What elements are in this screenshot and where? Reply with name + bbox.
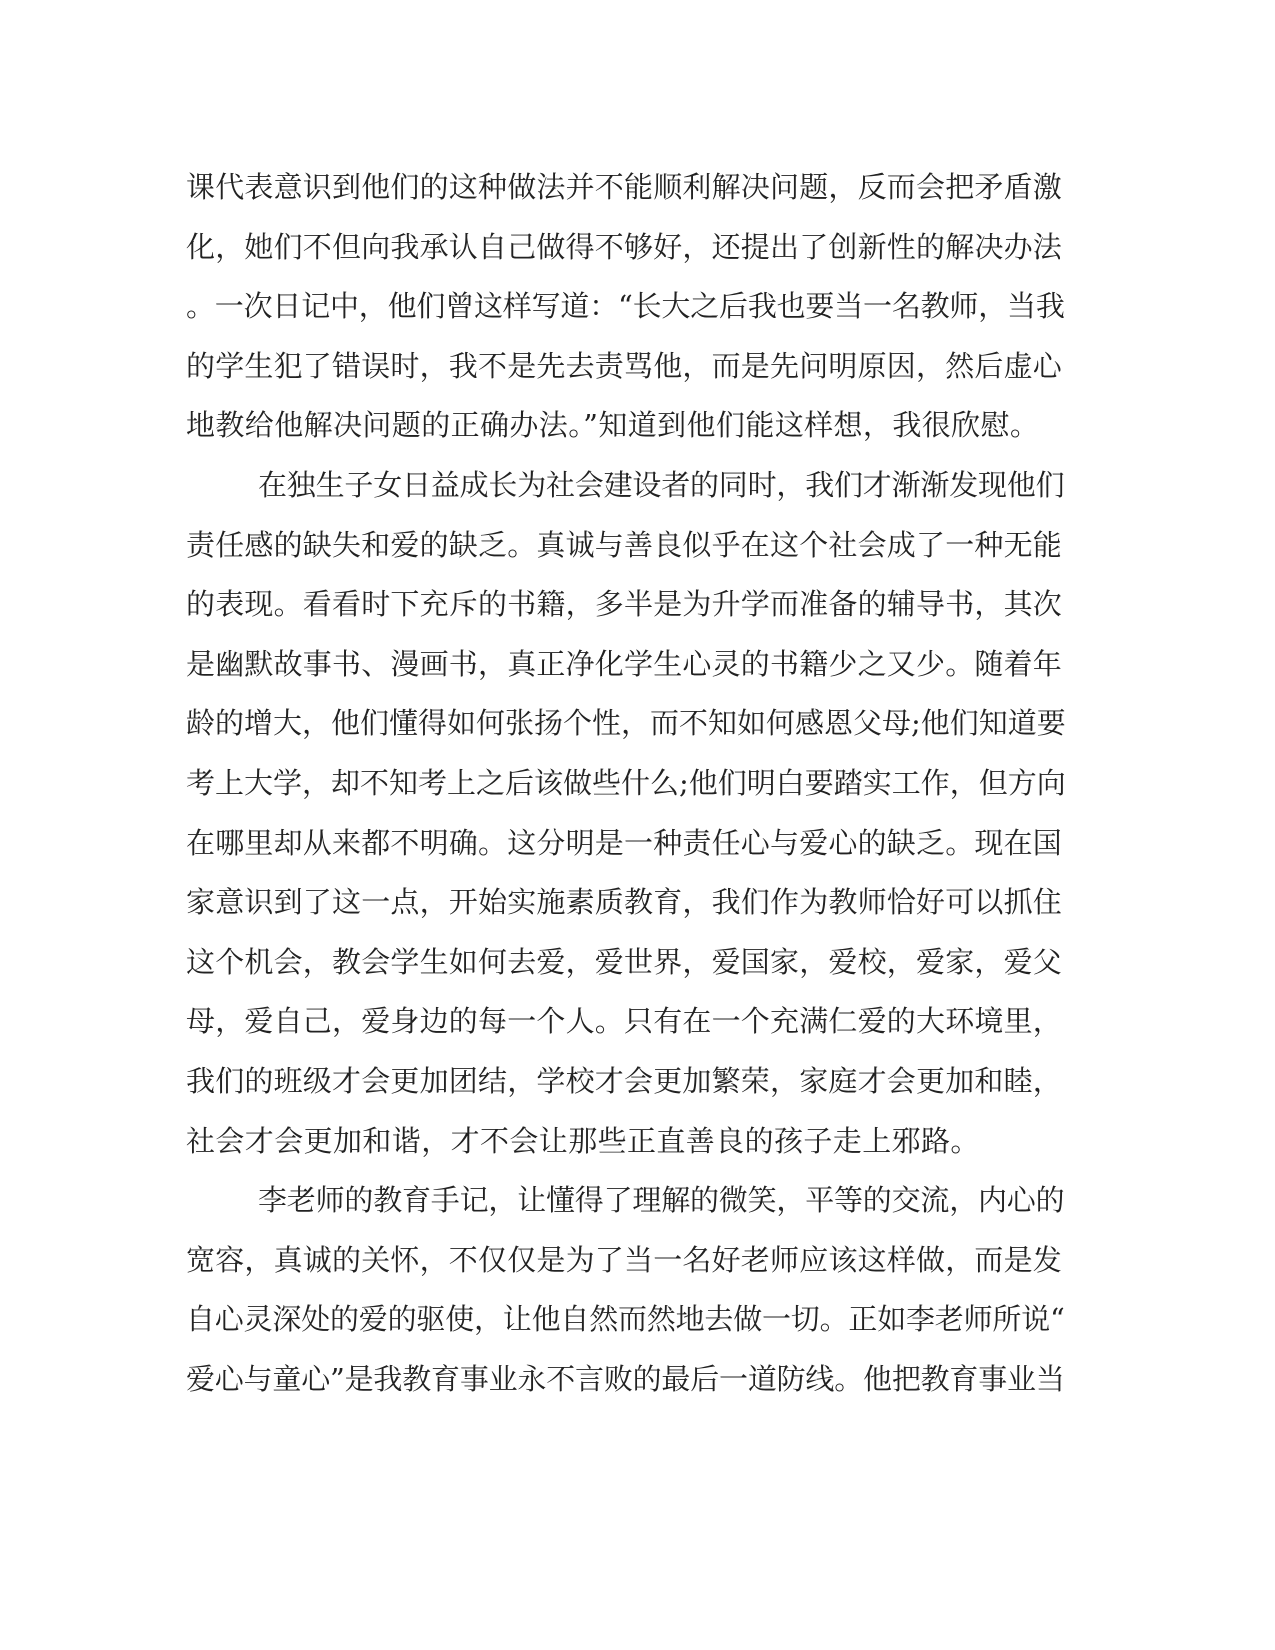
body-text [186,158,1066,1409]
text-line: 社会才会更加和谐，才不会让那些正直善良的孩子走上邪路。 [186,1123,980,1158]
text-line: 自心灵深处的爱的驱使，让他自然而然地去做一切。正如李老师所说“ [186,1302,1065,1337]
text-line: 责任感的缺失和爱的缺乏。真诚与善良似乎在这个社会成了一种无能 [186,527,1063,562]
text-line: 爱心与童心”是我教育事业永不言败的最后一道防线。他把教育事业当 [186,1361,1065,1396]
text-line: 是幽默故事书、漫画书，真正净化学生心灵的书籍少之又少。随着年 [186,646,1063,681]
paragraph-start-line: 李老师的教育手记，让懂得了理解的微笑，平等的交流，内心的 [258,1183,1065,1218]
text-line: 。一次日记中，他们曾这样写道：“长大之后我也要当一名教师，当我 [186,289,1065,324]
text-line: 课代表意识到他们的这种做法并不能顺利解决问题，反而会把矛盾激 [186,170,1063,204]
text-line: 化，她们不但向我承认自己做得不够好，还提出了创新性的解决办法 [186,229,1063,264]
text-line: 的表现。看看时下充斥的书籍，多半是为升学而准备的辅导书，其次 [186,587,1063,622]
text-line: 在哪里却从来都不明确。这分明是一种责任心与爱心的缺乏。现在国 [186,825,1063,860]
paragraph-start-line: 在独生子女日益成长为社会建设者的同时，我们才渐渐发现他们 [258,467,1065,502]
text-line: 这个机会，教会学生如何去爱，爱世界，爱国家，爱校，爱家，爱父 [186,944,1063,979]
text-line: 宽容，真诚的关怀，不仅仅是为了当一名好老师应该这样做，而是发 [186,1242,1063,1277]
text-line: 我们的班级才会更加团结，学校才会更加繁荣，家庭才会更加和睦， [186,1063,1063,1098]
text-line: 的学生犯了错误时，我不是先去责骂他，而是先问明原因，然后虚心 [186,348,1063,383]
text-line: 家意识到了这一点，开始实施素质教育，我们作为教师恰好可以抓住 [186,885,1063,920]
text-line: 地教给他解决问题的正确办法。”知道到他们能这样想，我很欣慰。 [186,408,1040,443]
text-line: 母，爱自己，爱身边的每一个人。只有在一个充满仁爱的大环境里， [186,1004,1063,1039]
text-line: 龄的增大，他们懂得如何张扬个性，而不知如何感恩父母;他们知道要 [186,706,1066,741]
text-line: 考上大学，却不知考上之后该做些什么;他们明白要踏实工作，但方向 [186,765,1066,800]
